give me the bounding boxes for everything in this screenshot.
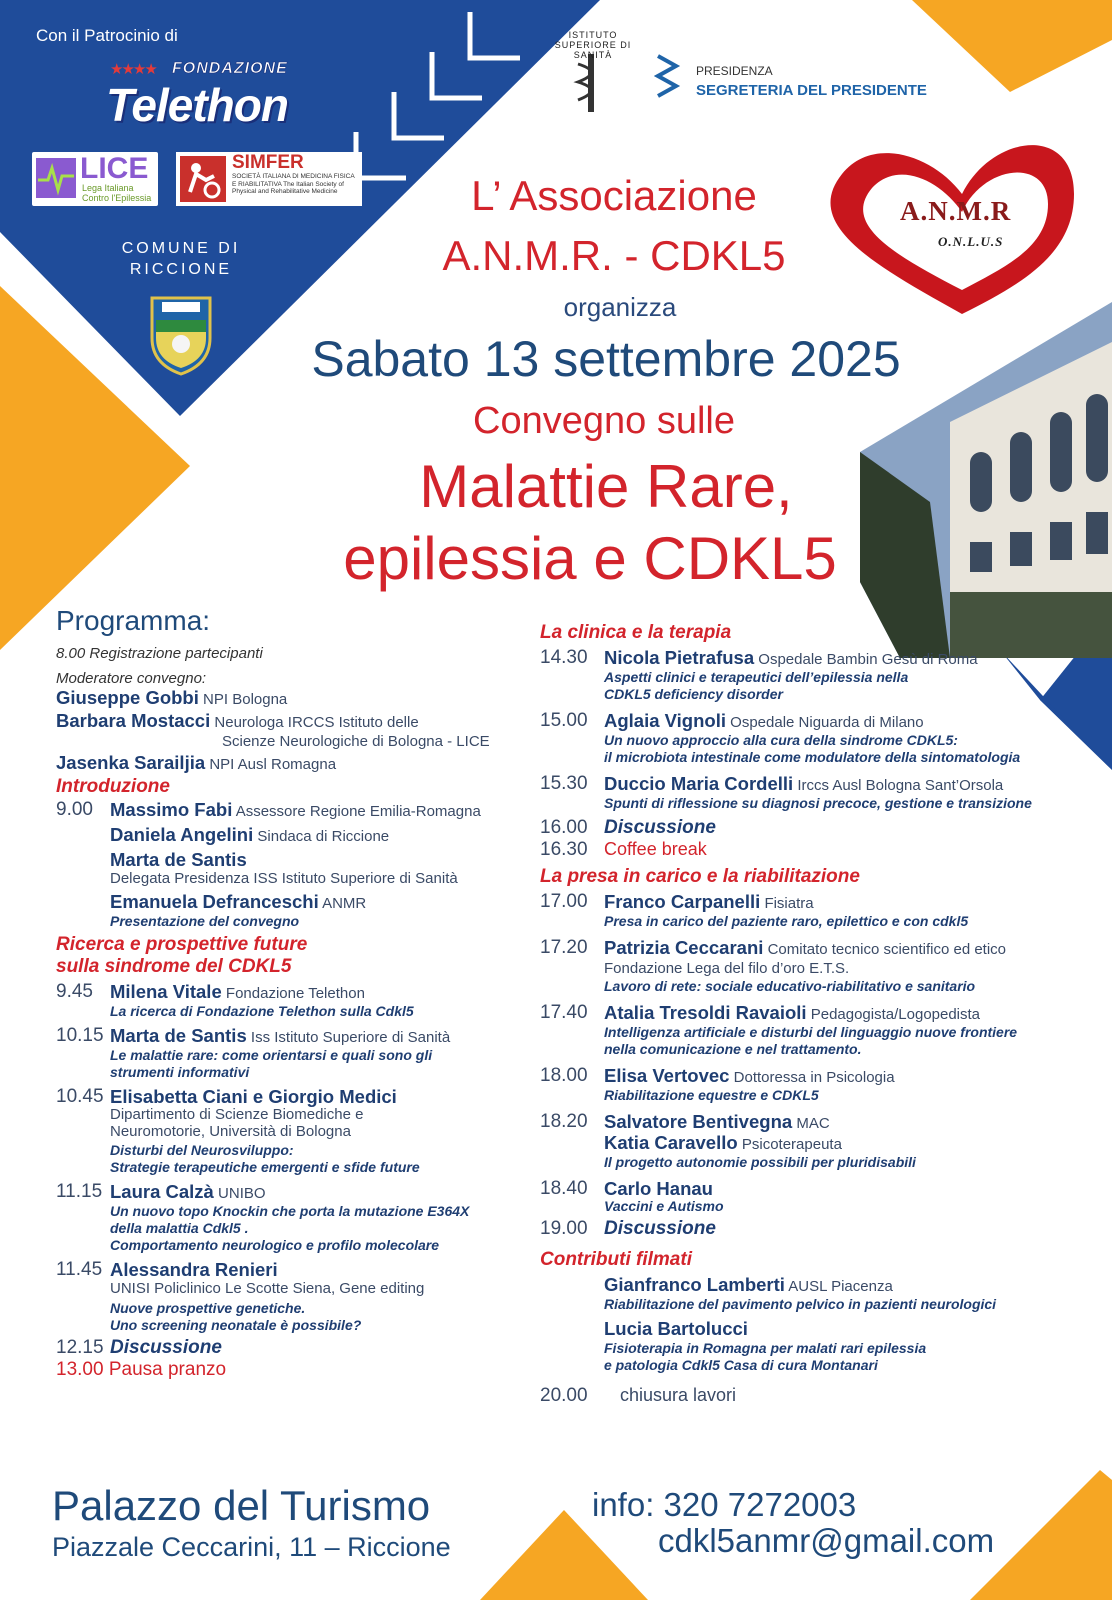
program-item: Lucia Bartolucci Fisioterapia in Romagna per malati rari epilessia e patologia Cdkl5 Casa di cura Montanari: [604, 1318, 927, 1373]
venue-name: Palazzo del Turismo: [52, 1482, 431, 1529]
iss-label: ISTITUTO SUPERIORE DI SANITÀ: [554, 30, 632, 60]
program-item: Gianfranco Lamberti AUSL Piacenza Riabilitazione del pavimento pelvico in pazienti neurologici: [604, 1274, 997, 1312]
registration-line: 8.00 Registrazione partecipanti: [56, 645, 263, 662]
main-title-line2: epilessia e CDKL5: [343, 525, 837, 592]
section-contributi: Contributi filmati: [540, 1249, 692, 1270]
presidenza-mark-icon: [654, 52, 682, 104]
title-association: L’ Associazione: [471, 172, 757, 219]
program-item: Marta de Santis Delegata Presidenza ISS Istituto Superiore di Sanità: [110, 849, 458, 887]
section-introduzione: Introduzione: [56, 776, 170, 797]
program-item: 9.45 Milena Vitale Fondazione Telethon La ricerca di Fondazione Telethon sulla Cdkl5: [56, 981, 414, 1019]
program-right-column: [540, 622, 1040, 1405]
pulse-icon: [36, 158, 76, 198]
program-item: 9.00 Massimo Fabi Assessore Regione Emilia-Romagna: [56, 799, 481, 820]
info-phone[interactable]: info: 320 7272003: [592, 1486, 857, 1523]
program-left-column: Programma: 8.00 Registrazione partecipanti Moderatore convegno: Giuseppe Gobbi NPI Bologna Barbara Mostacci Neurologa IRCCS Istituto delle Scienze Neurologiche di Bologna - LICE Jasenka Sarailjia NPI Ausl Romagna Introduzione 9.00 Massimo Fabi Assessore Regione Emilia-Romagna Daniela Angelini Sindaca di Riccione Marta de Santis Delegata Presidenza ISS Istituto Superiore di Sanità Emanuela Defranceschi ANMR Presentazione del convegno Ricerca e prospettive future sulla sindrome del CDKL5 9.45 Milena Vitale Fondazione Telethon La ricerca di Fondazione Telethon sulla Cdkl5 10.15 Marta de Santis Iss Istituto Superiore di Sanità Le malattie rare: come orientarsi e quali sono gli strumenti informativi 10.45 Elisabetta Ciani e Giorgio Medici Dipartimento di Scienze Biomediche e Neuromotorie, Università di Bologna Disturbi del Neurosviluppo: Strategie terapeutiche emergenti e sfide future 11.15 Laura Calzà UNIBO Un nuovo topo Knockin che porta la mutazione E364X della malattia Cdkl5 . Comportamento neurologico e profilo molecolare 11.45 Alessandra Renieri UNISI Policlinico Le Scotte Siena, Gene editing Nuove prospettive genetiche. Uno screening neonatale è possibile? 12.15 Discussione 13.00 Pausa pranzo: [56, 606, 526, 1379]
program-item: Emanuela Defranceschi ANMR Presentazione del convegno: [110, 891, 367, 929]
simfer-logo: SIMFER SOCIETÀ ITALIANA DI MEDICINA FISICA E RIABILITATIVA The Italian Society of Physical and Rehabilitative Medicine: [176, 152, 362, 206]
program-item: 18.20 Salvatore Bentivegna MAC Katia Caravello Psicoterapeuta Il progetto autonomie possibili per pluridisabili: [540, 1111, 916, 1170]
star-icon: ★★★★: [110, 61, 156, 78]
program-item: 15.00 Aglaia Vignoli Ospedale Niguarda di Milano Un nuovo approccio alla cura della sindrome CDKL5: il microbiota intestinale come modulatore della sintomatologia: [540, 710, 1021, 765]
comune-label: COMUNE DI RICCIONE: [121, 240, 241, 278]
program-item: 18.00 Elisa Vertovec Dottoressa in Psicologia Riabilitazione equestre e CDKL5: [540, 1065, 895, 1103]
moderator-row: Barbara Mostacci Neurologa IRCCS Istituto delle: [56, 710, 419, 731]
program-item: 15.30 Duccio Maria Cordelli Irccs Ausl Bologna Sant’Orsola Spunti di riflessione su diagnosi precoce, gestione e transizione: [540, 773, 1032, 811]
moderator-row: Jasenka Sarailjia NPI Ausl Romagna: [56, 752, 337, 773]
event-date: Sabato 13 settembre 2025: [311, 331, 901, 387]
info-email[interactable]: cdkl5anmr@gmail.com: [658, 1522, 995, 1559]
program-item: 16.00 Discussione: [540, 817, 716, 838]
program-item: 17.20 Patrizia Ceccarani Comitato tecnico scientifico ed etico Fondazione Lega del filo d’oro E.T.S. Lavoro di rete: sociale educativo-riabilitativo e sanitario: [540, 937, 1007, 994]
presidenza-label: PRESIDENZA: [696, 64, 773, 78]
program-item: 10.45 Elisabetta Ciani e Giorgio Medici Dipartimento di Scienze Biomediche e Neuromotorie, Università di Bologna Disturbi del Neurosviluppo: Strategie terapeutiche emergenti e sfide future: [56, 1086, 420, 1175]
program-item: 19.00 Discussione: [540, 1218, 716, 1239]
lice-logo: LICE Lega Italiana Contro l'Epilessia: [32, 152, 158, 206]
orange-top-right-triangle: [912, 0, 1112, 92]
program-item: 11.45 Alessandra Renieri UNISI Policlinico Le Scotte Siena, Gene editing Nuove prospettive genetiche. Uno screening neonatale è possibile?: [56, 1259, 425, 1333]
program-item: 18.40 Carlo Hanau Vaccini e Autismo: [540, 1178, 724, 1214]
main-title-line1: Malattie Rare,: [419, 453, 793, 520]
venue-address: Piazzale Ceccarini, 11 – Riccione: [52, 1532, 451, 1562]
program-item: Daniela Angelini Sindaca di Riccione: [110, 824, 390, 845]
anmr-logo-title: A.N.M.R: [900, 196, 1012, 226]
telethon-logo: ★★★★ FONDAZIONE Telethon: [106, 60, 288, 131]
anmr-logo-onlus: O.N.L.U.S: [938, 234, 1004, 249]
coffee-break: 16.30 Coffee break: [540, 839, 707, 860]
program-item: 11.15 Laura Calzà UNIBO Un nuovo topo Knockin che porta la mutazione E364X della malattia Cdkl5 . Comportamento neurologico e profilo molecolare: [56, 1181, 470, 1253]
moderator-row: Giuseppe Gobbi NPI Bologna: [56, 687, 288, 708]
closing-row: 20.00 chiusura lavori: [540, 1385, 737, 1406]
title-organizza: organizza: [563, 292, 677, 322]
rehab-figure-icon: [180, 156, 226, 202]
section-ricerca: Ricerca e prospettive future sulla sindrome del CDKL5: [56, 934, 308, 977]
lunch-break: 13.00 Pausa pranzo: [56, 1359, 227, 1380]
title-convegno: Convegno sulle: [473, 400, 735, 442]
riccione-crest-icon: [148, 292, 214, 376]
moderator-label: Moderatore convegno:: [56, 670, 207, 687]
segreteria-label: SEGRETERIA DEL PRESIDENTE: [696, 82, 927, 99]
patronage-label: Con il Patrocinio di: [36, 26, 178, 45]
program-item: 14.30 Nicola Pietrafusa Ospedale Bambin Gesù di Roma Aspetti clinici e terapeutici dell’epilessia nella CDKL5 deficiency disorder: [540, 647, 978, 702]
section-presa-in-carico: La presa in carico e la riabilitazione: [540, 866, 860, 887]
program-item: 10.15 Marta de Santis Iss Istituto Superiore di Sanità Le malattie rare: come orientarsi e quali sono gli strumenti informativi: [56, 1025, 451, 1080]
program-title: Programma:: [56, 605, 211, 636]
section-clinica: La clinica e la terapia: [540, 622, 732, 643]
program-item: 17.40 Atalia Tresoldi Ravaioli Pedagogista/Logopedista Intelligenza artificiale e disturbi del linguaggio nuove frontiere nella comunicazione e nel trattamento.: [540, 1002, 1018, 1057]
program-item: 12.15 Discussione: [56, 1337, 222, 1358]
title-association-name: A.N.M.R. - CDKL5: [442, 232, 786, 279]
program-item: 17.00 Franco Carpanelli Fisiatra Presa in carico del paziente raro, epilettico e con cdkl5: [540, 891, 969, 929]
